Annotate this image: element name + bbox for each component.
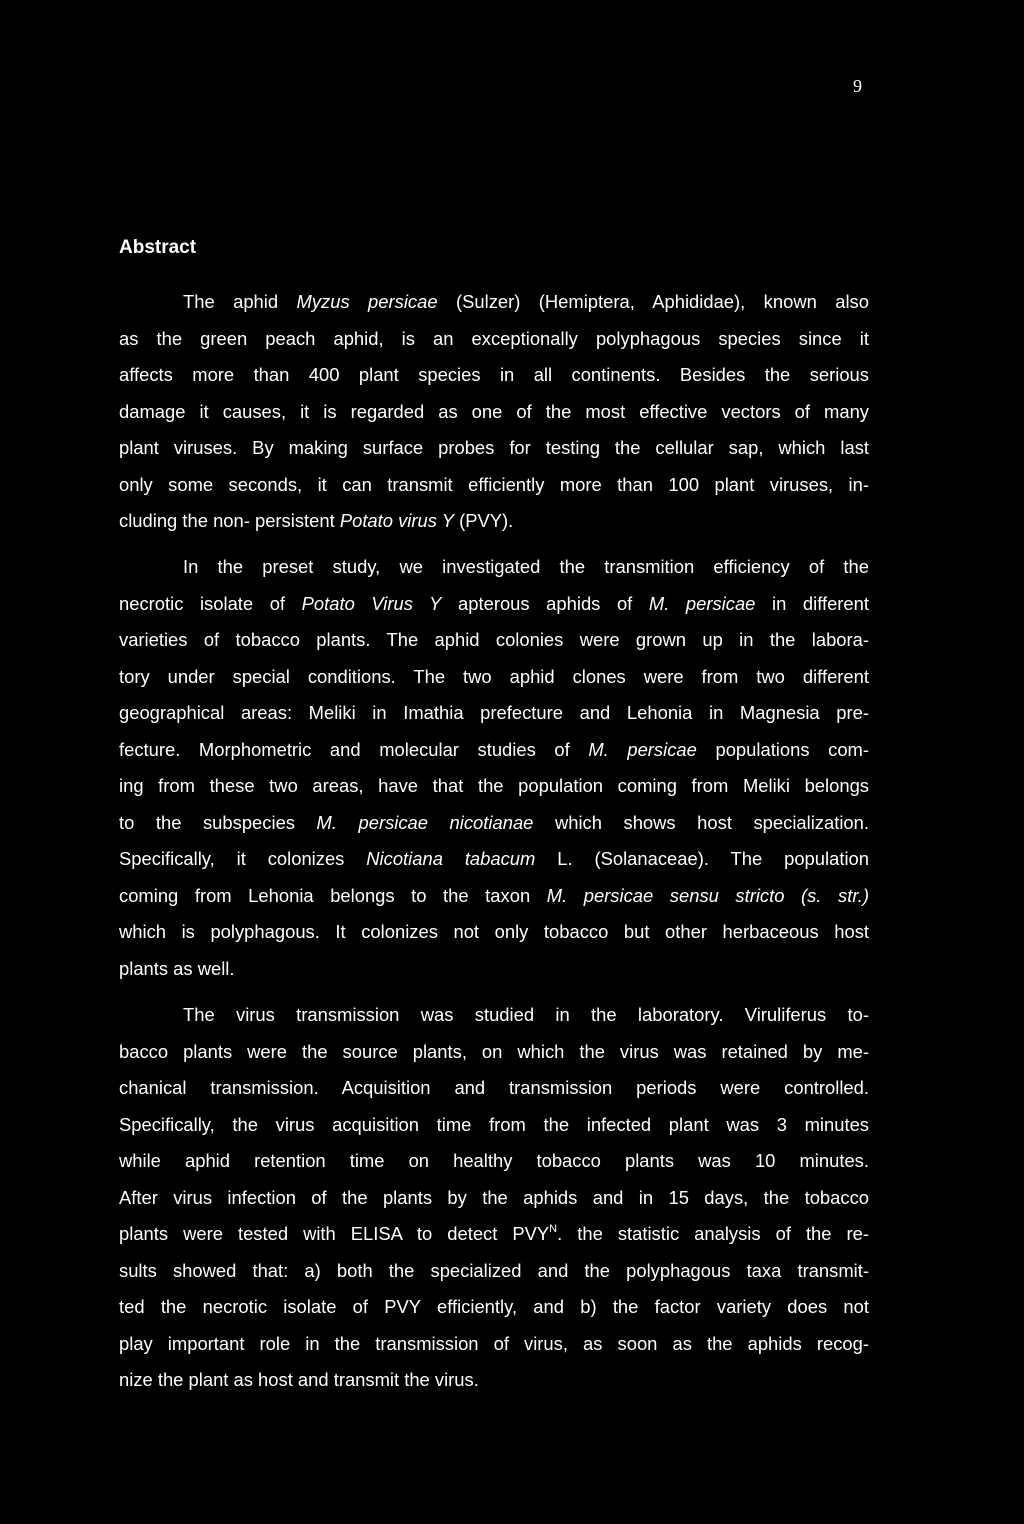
text-line xyxy=(119,1143,869,1180)
text-segment: play important role in the transmission of virus, as soon as the aphids recog- xyxy=(119,1332,869,1354)
text-segment: in different xyxy=(755,592,869,614)
text-line xyxy=(119,394,869,431)
abstract-paragraph-1 xyxy=(119,284,869,540)
text-line xyxy=(119,1180,869,1217)
italic-term: Potato virus Y xyxy=(339,510,454,531)
text-segment: plants were tested with ELISA to detect PVY xyxy=(119,1223,550,1244)
text-line xyxy=(119,467,869,504)
text-line xyxy=(119,586,869,623)
text-segment: nize the plant as host and transmit the virus. xyxy=(119,1369,479,1390)
text-segment: After virus infection of the plants by the aphids and in 15 days, the tobacco xyxy=(119,1186,869,1208)
text-segment: apterous aphids of xyxy=(441,592,649,614)
abstract-paragraph-2 xyxy=(119,549,869,987)
text-segment: L. (Solanaceae). The population xyxy=(535,848,869,869)
text-segment: which shows host specialization. xyxy=(533,811,869,833)
text-line xyxy=(119,805,869,842)
text-segment: In the preset study, we investigated the transmition efficiency of the xyxy=(183,556,869,577)
text-line xyxy=(119,1253,869,1290)
abstract-heading: Abstract xyxy=(119,237,197,258)
italic-term: M. persicae sensu stricto (s. str.) xyxy=(546,884,869,906)
text-segment: ted the necrotic isolate of PVY efficiently, and b) the factor variety does not xyxy=(119,1296,869,1317)
text-line xyxy=(119,503,869,540)
text-segment: The aphid xyxy=(183,291,297,312)
text-segment: fecture. Morphometric and molecular studies of xyxy=(119,738,589,760)
italic-term: M. persicae xyxy=(588,738,697,760)
text-line xyxy=(119,695,869,732)
text-segment: damage it causes, it is regarded as one of the most effective vectors of many xyxy=(119,400,869,422)
text-segment: to the subspecies xyxy=(119,811,317,833)
text-segment: The virus transmission was studied in the laboratory. Viruliferus to- xyxy=(183,1004,869,1025)
italic-term: Nicotiana tabacum xyxy=(366,848,536,869)
text-segment: as the green peach aphid, is an exceptionally polyphagous species since it xyxy=(119,327,869,349)
italic-term: Potato Virus Y xyxy=(301,592,442,614)
text-line xyxy=(119,1216,869,1253)
text-segment: (Sulzer) (Hemiptera, Aphididae), known also xyxy=(437,291,869,312)
text-segment: plant viruses. By making surface probes for testing the cellular sap, which last xyxy=(119,437,869,458)
text-line xyxy=(119,1326,869,1363)
text-line xyxy=(119,284,869,321)
text-line xyxy=(119,357,869,394)
text-line xyxy=(119,622,869,659)
text-line xyxy=(119,732,869,769)
text-segment: tory under special conditions. The two aphid clones were from two different xyxy=(119,665,869,687)
text-line xyxy=(119,321,869,358)
text-line xyxy=(119,878,869,915)
text-segment: . the statistic analysis of the re- xyxy=(557,1223,869,1244)
text-segment: cluding the non- persistent xyxy=(119,510,340,531)
text-line xyxy=(119,1289,869,1326)
text-segment: while aphid retention time on healthy tobacco plants was 10 minutes. xyxy=(119,1150,869,1171)
italic-term: M. persicae nicotianae xyxy=(316,811,534,833)
text-segment: ing from these two areas, have that the population coming from Meliki belongs xyxy=(119,775,869,796)
text-segment: necrotic isolate of xyxy=(119,592,302,614)
text-segment: (PVY). xyxy=(453,510,514,531)
text-line xyxy=(119,914,869,951)
text-line xyxy=(119,430,869,467)
italic-term: Myzus persicae xyxy=(296,291,438,312)
text-segment: coming from Lehonia belongs to the taxon xyxy=(119,884,547,906)
superscript: N xyxy=(549,1223,558,1235)
text-line xyxy=(119,1034,869,1071)
text-line xyxy=(119,997,869,1034)
text-segment: chanical transmission. Acquisition and transmission periods were controlled. xyxy=(119,1077,869,1098)
text-segment: bacco plants were the source plants, on which the virus was retained by me- xyxy=(119,1040,869,1062)
page-number: 9 xyxy=(853,76,862,96)
text-segment: varieties of tobacco plants. The aphid colonies were grown up in the labora- xyxy=(119,629,869,650)
text-line xyxy=(119,659,869,696)
text-line xyxy=(119,549,869,586)
text-line xyxy=(119,768,869,805)
text-segment: sults showed that: a) both the specialized and the polyphagous taxa transmit- xyxy=(119,1259,869,1281)
text-line xyxy=(119,841,869,878)
italic-term: M. persicae xyxy=(648,592,756,614)
text-line xyxy=(119,1107,869,1144)
text-segment: Specifically, the virus acquisition time from the infected plant was 3 minutes xyxy=(119,1113,869,1135)
text-segment: populations com- xyxy=(696,738,869,760)
text-segment: affects more than 400 plant species in all continents. Besides the serious xyxy=(119,364,869,385)
text-segment: geographical areas: Meliki in Imathia prefecture and Lehonia in Magnesia pre- xyxy=(119,702,869,723)
text-segment: plants as well. xyxy=(119,957,235,979)
text-segment: Specifically, it colonizes xyxy=(119,848,367,869)
text-line xyxy=(119,1070,869,1107)
abstract-paragraph-3 xyxy=(119,997,869,1399)
text-segment: which is polyphagous. It colonizes not only tobacco but other herbaceous host xyxy=(119,921,869,942)
text-line xyxy=(119,1362,869,1399)
text-segment: only some seconds, it can transmit efficiently more than 100 plant viruses, in- xyxy=(119,473,869,495)
text-line xyxy=(119,951,869,988)
